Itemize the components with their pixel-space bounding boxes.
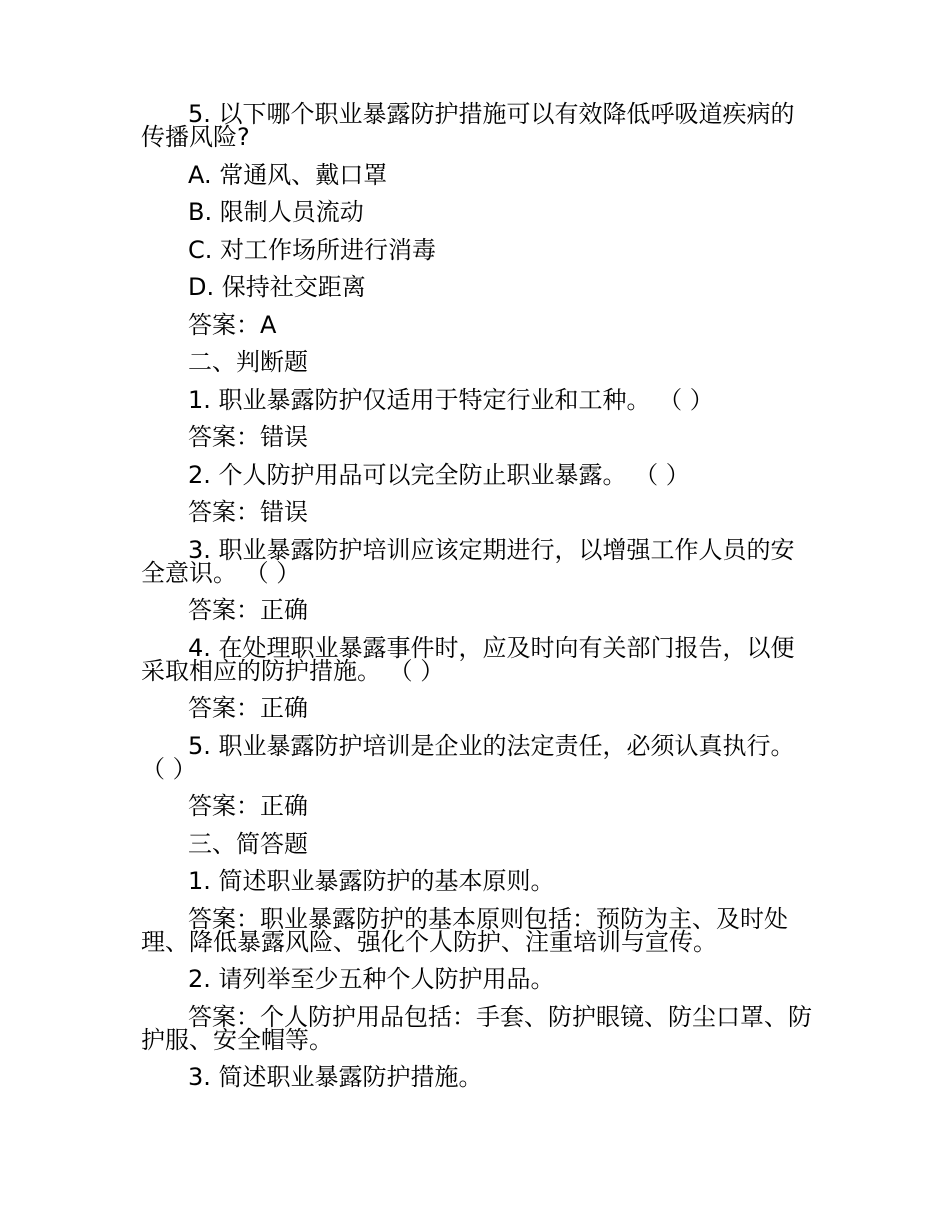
sa-answer-1: 答案：职业暴露防护的基本原则包括：预防为主、及时处理、降低暴露风险、强化个人防护、注重培训与宣传。 xyxy=(141,904,788,956)
option-d: D. 保持社交距离 xyxy=(188,273,366,301)
sa-answer-2: 答案：个人防护用品包括：手套、防护眼镜、防尘口罩、防护服、安全帽等。 xyxy=(141,1002,812,1054)
sa-question-1: 1. 简述职业暴露防护的基本原则。 xyxy=(188,867,555,895)
tf-answer-5: 答案：正确 xyxy=(188,792,308,820)
tf-question-3: 3. 职业暴露防护培训应该定期进行，以增强工作人员的安全意识。 （ ） xyxy=(141,535,795,587)
tf-question-5: 5. 职业暴露防护培训是企业的法定责任，必须认真执行。 （ ） xyxy=(141,731,795,783)
tf-question-1: 1. 职业暴露防护仅适用于特定行业和工种。 （ ） xyxy=(188,385,714,414)
tf-answer-3: 答案：正确 xyxy=(188,596,308,624)
tf-answer-1: 答案：错误 xyxy=(188,423,308,451)
sa-question-3: 3. 简述职业暴露防护措施。 xyxy=(188,1063,483,1091)
document-body xyxy=(141,100,813,1104)
sa-question-2: 2. 请列举至少五种个人防护用品。 xyxy=(188,965,555,993)
tf-question-2: 2. 个人防护用品可以完全防止职业暴露。 （ ） xyxy=(188,460,690,489)
section-heading-short-answer: 三、简答题 xyxy=(188,829,308,858)
tf-answer-2: 答案：错误 xyxy=(188,498,308,526)
tf-answer-4: 答案：正确 xyxy=(188,694,308,722)
option-c: C. 对工作场所进行消毒 xyxy=(188,235,437,264)
tf-question-4: 4. 在处理职业暴露事件时，应及时向有关部门报告，以便采取相应的防护措施。 （ ） xyxy=(141,633,795,685)
question-5-multiple-choice: 5. 以下哪个职业暴露防护措施可以有效降低呼吸道疾病的传播风险? xyxy=(141,100,795,151)
option-a: A. 常通风、戴口罩 xyxy=(188,160,388,189)
option-b: B. 限制人员流动 xyxy=(188,198,364,226)
answer-q5: 答案：A xyxy=(188,310,277,339)
section-heading-true-false: 二、判断题 xyxy=(188,348,308,376)
